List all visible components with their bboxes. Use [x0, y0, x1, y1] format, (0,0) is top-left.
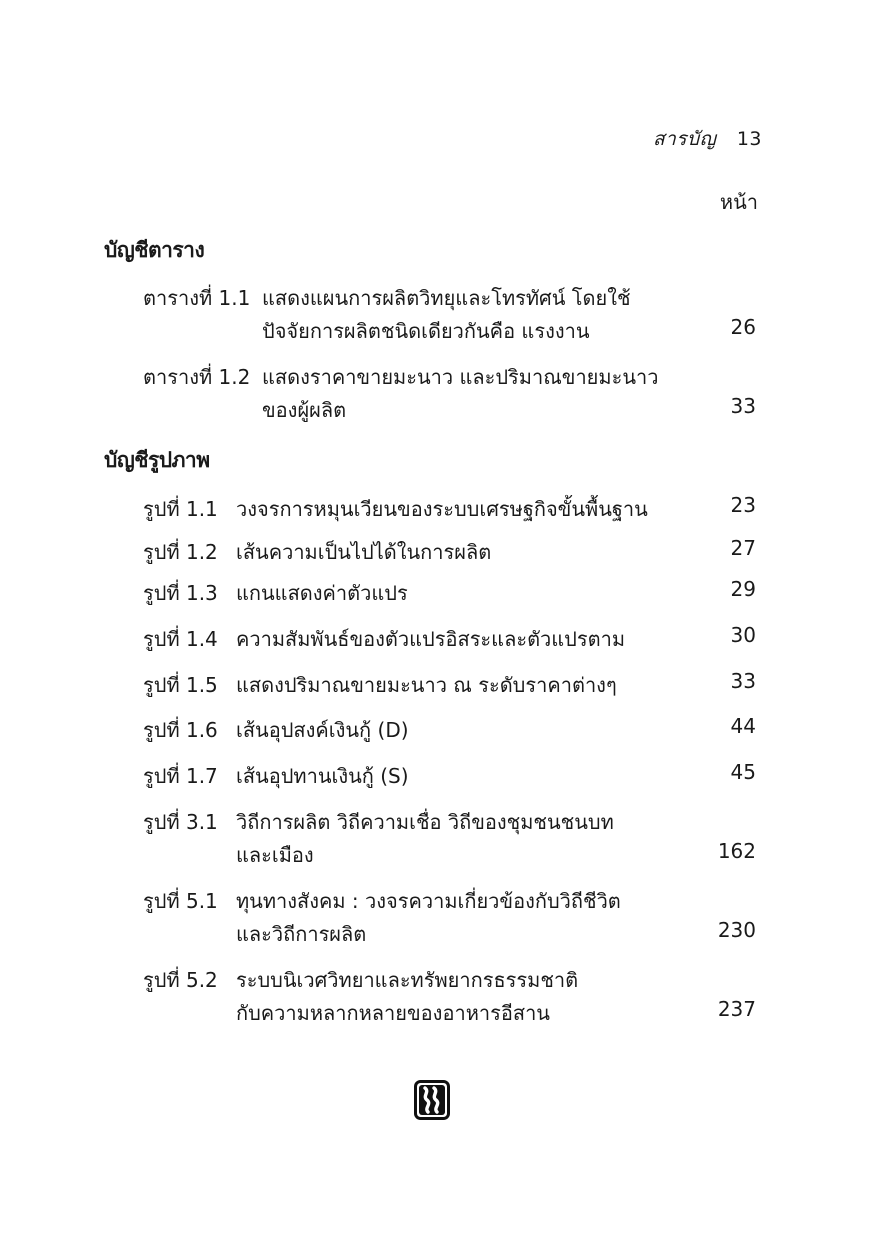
entry-page: 45	[730, 760, 756, 784]
entry-title-line1: เส้นความเป็นไปได้ในการผลิต	[236, 540, 492, 564]
entry-page: 29	[730, 577, 756, 601]
entry-page: 30	[730, 623, 756, 647]
entry-title-line2: และเมือง	[236, 843, 314, 867]
entry-title-line1: แสดงปริมาณขายมะนาว ณ ระดับราคาต่างๆ	[236, 673, 617, 697]
figures-section-heading: บัญชีรูปภาพ	[104, 448, 210, 472]
entry-page: 33	[730, 669, 756, 693]
entry-page: 26	[730, 315, 756, 339]
entry-page: 33	[730, 394, 756, 418]
entry-label: รูปที่ 1.5	[143, 673, 218, 697]
entry-page: 23	[730, 493, 756, 517]
entry-label: รูปที่ 1.6	[143, 718, 218, 742]
entry-title-line1: ทุนทางสังคม : วงจรความเกี่ยวข้องกับวิถีชีวิต	[236, 889, 621, 913]
entry-title-line2: และวิถีการผลิต	[236, 922, 367, 946]
entry-label: รูปที่ 1.7	[143, 764, 218, 788]
entry-label: รูปที่ 1.4	[143, 627, 218, 651]
entry-label: รูปที่ 1.2	[143, 540, 218, 564]
entry-page: 44	[730, 714, 756, 738]
entry-label: ตารางที่ 1.2	[143, 365, 251, 389]
entry-title-line1: เส้นอุปสงค์เงินกู้ (D)	[236, 718, 409, 742]
entry-title-line1: แกนแสดงค่าตัวแปร	[236, 581, 408, 605]
entry-title-line2: กับความหลากหลายของอาหารอีสาน	[236, 1001, 550, 1025]
running-head-title: สารบัญ	[653, 128, 717, 150]
entry-title-line1: วงจรการหมุนเวียนของระบบเศรษฐกิจขั้นพื้นฐาน	[236, 497, 648, 521]
entry-title-line1: ระบบนิเวศวิทยาและทรัพยากรธรรมชาติ	[236, 968, 579, 992]
entry-title-line1: วิถีการผลิต วิถีความเชื่อ วิถีของชุมชนชนบท	[236, 810, 614, 834]
entry-label: ตารางที่ 1.1	[143, 286, 251, 310]
entry-page: 27	[730, 536, 756, 560]
entry-page: 162	[717, 839, 756, 863]
entry-label: รูปที่ 3.1	[143, 810, 218, 834]
entry-label: รูปที่ 1.3	[143, 581, 218, 605]
page-number: 13	[736, 128, 762, 150]
entry-title-line2: ปัจจัยการผลิตชนิดเดียวกันคือ แรงงาน	[262, 319, 590, 343]
entry-title-line1: แสดงแผนการผลิตวิทยุและโทรทัศน์ โดยใช้	[262, 286, 631, 310]
entry-label: รูปที่ 5.2	[143, 968, 218, 992]
page-column-label: หน้า	[719, 190, 758, 214]
entry-title-line1: แสดงราคาขายมะนาว และปริมาณขายมะนาว	[262, 365, 659, 389]
entry-page: 230	[717, 918, 756, 942]
running-head	[653, 124, 762, 154]
entry-label: รูปที่ 5.1	[143, 889, 218, 913]
entry-title-line1: ความสัมพันธ์ของตัวแปรอิสระและตัวแปรตาม	[236, 627, 626, 651]
entry-label: รูปที่ 1.1	[143, 497, 218, 521]
entry-title-line2: ของผู้ผลิต	[262, 398, 347, 422]
entry-title-line1: เส้นอุปทานเงินกู้ (S)	[236, 764, 409, 788]
tables-section-heading: บัญชีตาราง	[104, 238, 205, 262]
entry-page: 237	[717, 997, 756, 1021]
publisher-logo-icon	[414, 1080, 450, 1120]
